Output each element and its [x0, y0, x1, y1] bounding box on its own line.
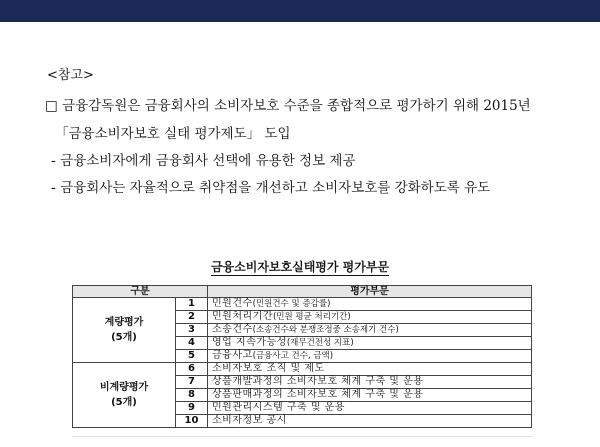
- row-number: 5: [176, 350, 208, 363]
- item-main: 민원관리시스템 구축 및 운용: [212, 402, 345, 413]
- item-main: 소비자보호 조직 및 제도: [212, 363, 325, 374]
- row-item: [208, 298, 532, 311]
- table-row: [73, 363, 532, 376]
- table-row: [73, 298, 532, 311]
- item-detail: (민원건수 및 증감률): [252, 299, 331, 309]
- item-detail: (민원 평균 처리기간): [272, 312, 351, 322]
- header-item: 평가부문: [208, 286, 532, 298]
- row-number: 3: [176, 324, 208, 337]
- header-category: 구분: [73, 286, 208, 298]
- item-main: 민원처리기간: [212, 311, 273, 322]
- table-title-text: 금융소비자보호실태평가 평가부문: [210, 260, 390, 274]
- row-number: 10: [176, 415, 208, 428]
- item-main: 소비자정보 공시: [212, 415, 287, 426]
- intro-line: [45, 94, 531, 114]
- item-main: 영업 지속가능성: [212, 337, 287, 348]
- evaluation-table: [72, 285, 532, 428]
- category-name: 비계량평가: [99, 382, 149, 393]
- table-header-row: [73, 286, 532, 298]
- row-item: [208, 376, 532, 389]
- item-detail: (금융사고 건수, 금액): [252, 351, 334, 361]
- category-count: (5개): [111, 397, 137, 408]
- category-count: (5개): [111, 332, 137, 343]
- category-cell: [73, 363, 176, 428]
- row-number: 4: [176, 337, 208, 350]
- bullet-improve: - 금융회사는 자율적으로 취약점을 개선하고 소비자보호를 강화하도록 유도: [51, 180, 491, 196]
- item-main: 상품개발과정의 소비자보호 체계 구축 및 운용: [212, 376, 424, 387]
- reference-label: <참고>: [47, 68, 94, 83]
- row-number: 8: [176, 389, 208, 402]
- row-number: 2: [176, 311, 208, 324]
- row-item: [208, 337, 532, 350]
- item-main: 소송건수: [212, 324, 253, 335]
- row-item: [208, 350, 532, 363]
- category-cell: [73, 298, 176, 363]
- row-number: 6: [176, 363, 208, 376]
- row-item: [208, 415, 532, 428]
- item-main: 상품판매과정의 소비자보호 체계 구축 및 운용: [212, 389, 424, 400]
- item-main: 금융사고: [212, 350, 253, 361]
- row-item: [208, 402, 532, 415]
- top-banner: [0, 0, 600, 22]
- row-number: 9: [176, 402, 208, 415]
- category-name: 계량평가: [104, 317, 144, 328]
- item-main: 민원건수: [212, 298, 253, 309]
- row-item: [208, 389, 532, 402]
- row-item: [208, 311, 532, 324]
- row-item: [208, 363, 532, 376]
- row-number: 7: [176, 376, 208, 389]
- system-line: 「금융소비자보호 실태 평가제도」 도입: [55, 126, 291, 142]
- item-detail: (재무건전성 지표): [286, 338, 354, 348]
- intro-year: 2015년: [483, 98, 531, 114]
- row-item: [208, 324, 532, 337]
- table-title: [0, 258, 600, 275]
- item-detail: (소송건수와 분쟁조정중 소송제기 건수): [252, 325, 399, 335]
- bullet-info: - 금융소비자에게 금융회사 선택에 유용한 정보 제공: [51, 153, 356, 169]
- page-divider: [72, 436, 532, 437]
- row-number: 1: [176, 298, 208, 311]
- intro-text: □ 금융감독원은 금융회사의 소비자보호 수준을 종합적으로 평가하기 위해: [45, 98, 484, 114]
